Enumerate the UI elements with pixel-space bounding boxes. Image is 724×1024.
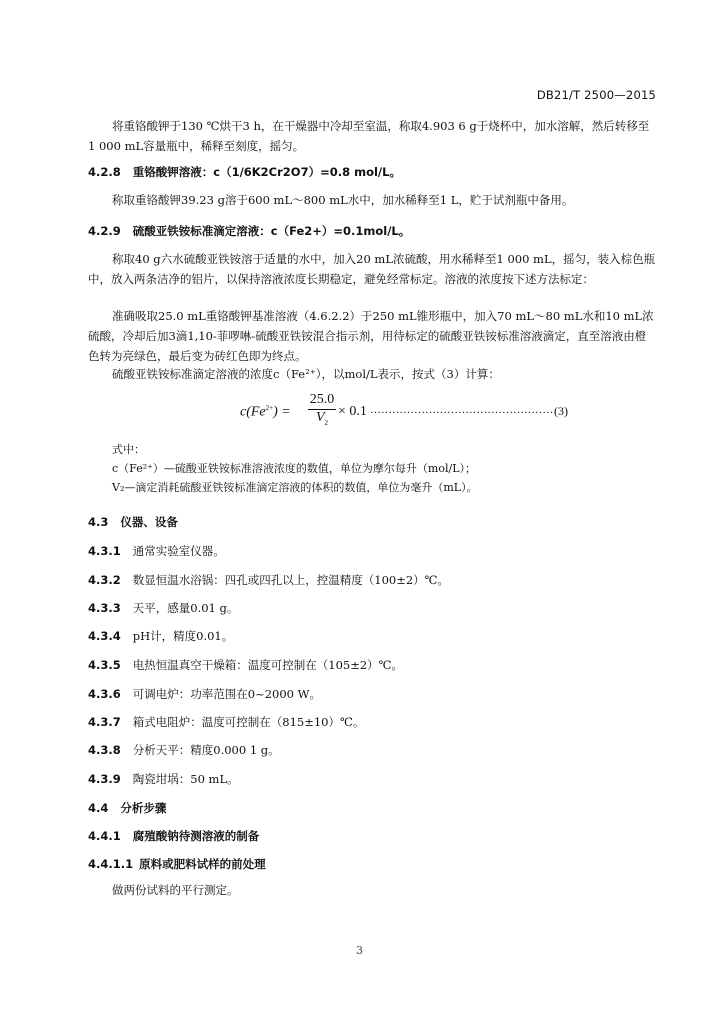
standard-code: DB21/T 2500—2015	[536, 88, 656, 102]
page-number: 3	[356, 944, 363, 957]
item-text: 可调电炉：功率范围在0~2000 W。	[132, 687, 321, 701]
paragraph-text: 做两份试料的平行测定。	[112, 883, 239, 897]
item-text: 数显恒温水浴锅：四孔或四孔以上，控温精度（100±2）℃。	[132, 573, 450, 587]
legend-line-volume: V₂—滴定消耗硫酸亚铁铵标准滴定溶液的体积的数值，单位为毫升（mL）。	[112, 481, 478, 494]
item-4-3-3	[88, 600, 238, 616]
formula-legend	[112, 440, 656, 497]
item-text: 箱式电阻炉：温度可控制在（815±10）℃。	[132, 715, 365, 729]
section-4-4-1-1-heading	[88, 856, 266, 872]
paragraph-4-2-9-c	[88, 364, 656, 384]
item-number: 4.3.2	[88, 573, 121, 587]
section-number: 4.4.1.1	[88, 857, 134, 871]
legend-line-concentration: c（Fe²⁺）—硫酸亚铁铵标准溶液浓度的数值，单位为摩尔每升（mol/L）；	[112, 462, 476, 475]
item-4-3-1	[88, 543, 225, 559]
section-4-4-1-heading	[88, 828, 259, 844]
item-text: pH计，精度0.01。	[132, 629, 234, 643]
paragraph-text: 称取40 g六水硫酸亚铁铵溶于适量的水中，加入20 mL浓硫酸，用水稀释至1 000 mL，摇匀，装入棕色瓶中，放入两条洁净的铝片，以保持溶液浓度长期稳定，避免经常标定。溶液的浓度按下述方法标定：	[88, 252, 656, 286]
item-4-3-6	[88, 686, 321, 702]
item-text: 天平，感量0.01 g。	[132, 601, 239, 615]
item-number: 4.3.7	[88, 715, 121, 729]
formula-multiplier: × 0.1	[338, 404, 367, 419]
formula-3	[240, 392, 640, 432]
item-text: 分析天平：精度0.000 1 g。	[132, 743, 280, 757]
item-number: 4.3.3	[88, 601, 121, 615]
section-title: 原料或肥料试样的前处理	[139, 857, 266, 871]
section-number: 4.4.1	[88, 829, 121, 843]
section-number: 4.4	[88, 801, 109, 815]
formula-leader-dots: ……………………………………………	[370, 404, 557, 416]
item-number: 4.3.6	[88, 687, 121, 701]
paragraph-4-2-9-b	[88, 306, 656, 366]
formula-numerator: 25.0	[308, 392, 336, 410]
section-number: 4.3	[88, 515, 109, 529]
item-number: 4.3.9	[88, 772, 121, 786]
section-4-3-heading	[88, 514, 178, 530]
paragraph-text: 硫酸亚铁铵标准滴定溶液的浓度c（Fe²⁺），以mol/L表示，按式（3）计算：	[112, 367, 500, 381]
legend-label: 式中：	[112, 443, 145, 456]
item-4-3-7	[88, 714, 364, 730]
item-text: 陶瓷坩埚：50 mL。	[132, 772, 239, 786]
paragraph-intro	[88, 116, 656, 156]
item-4-3-9	[88, 771, 239, 787]
section-4-2-8-heading	[88, 164, 401, 180]
item-number: 4.3.1	[88, 544, 121, 558]
item-4-3-8	[88, 742, 280, 758]
item-4-3-4	[88, 628, 233, 644]
paragraph-4-2-9-a	[88, 249, 656, 289]
paragraph-text: 将重铬酸钾于130 ℃烘干3 h，在干燥器中冷却至室温，称取4.903 6 g于烧杯中，加水溶解，然后转移至1 000 mL容量瓶中，稀释至刻度，摇匀。	[88, 119, 650, 153]
item-4-3-5	[88, 657, 403, 673]
item-text: 通常实验室仪器。	[132, 544, 225, 558]
paragraph-4-4-1-1	[88, 880, 656, 900]
section-title: 仪器、设备	[120, 515, 178, 529]
section-title: 腐殖酸钠待测溶液的制备	[132, 829, 260, 843]
item-4-3-2	[88, 572, 449, 588]
formula-equation-number: (3)	[554, 404, 568, 418]
formula-fraction	[308, 392, 336, 427]
paragraph-text: 准确吸取25.0 mL重铬酸钾基准溶液（4.6.2.2）于250 mL锥形瓶中，加入70 mL～80 mL水和10 mL浓硫酸，冷却后加3滴1,10-菲啰啉-硫酸亚铁铵混合指示剂，用待标定的硫酸亚铁铵标准溶液滴定，直至溶液由橙色转为亮绿色，最后变为砖红色即为终点。	[88, 309, 654, 363]
section-title: 重铬酸钾溶液：c（1/6K2Cr2O7）=0.8 mol/L。	[132, 165, 401, 179]
section-number: 4.2.9	[88, 224, 121, 238]
item-number: 4.3.4	[88, 629, 121, 643]
paragraph-text: 称取重铬酸钾39.23 g溶于600 mL～800 mL水中，加水稀释至1 L，贮于试剂瓶中备用。	[112, 193, 574, 207]
item-number: 4.3.5	[88, 658, 121, 672]
item-text: 电热恒温真空干燥箱：温度可控制在（105±2）℃。	[132, 658, 404, 672]
formula-denominator: $V_2$	[315, 410, 329, 427]
paragraph-4-2-8	[88, 190, 656, 210]
section-4-2-9-heading	[88, 223, 410, 239]
section-number: 4.2.8	[88, 165, 121, 179]
item-number: 4.3.8	[88, 743, 121, 757]
formula-lhs: $c(Fe^{2+})$ =	[240, 404, 291, 420]
section-title: 分析步骤	[120, 801, 167, 815]
section-title: 硫酸亚铁铵标准滴定溶液：c（Fe2+）=0.1mol/L。	[132, 224, 411, 238]
section-4-4-heading	[88, 800, 166, 816]
